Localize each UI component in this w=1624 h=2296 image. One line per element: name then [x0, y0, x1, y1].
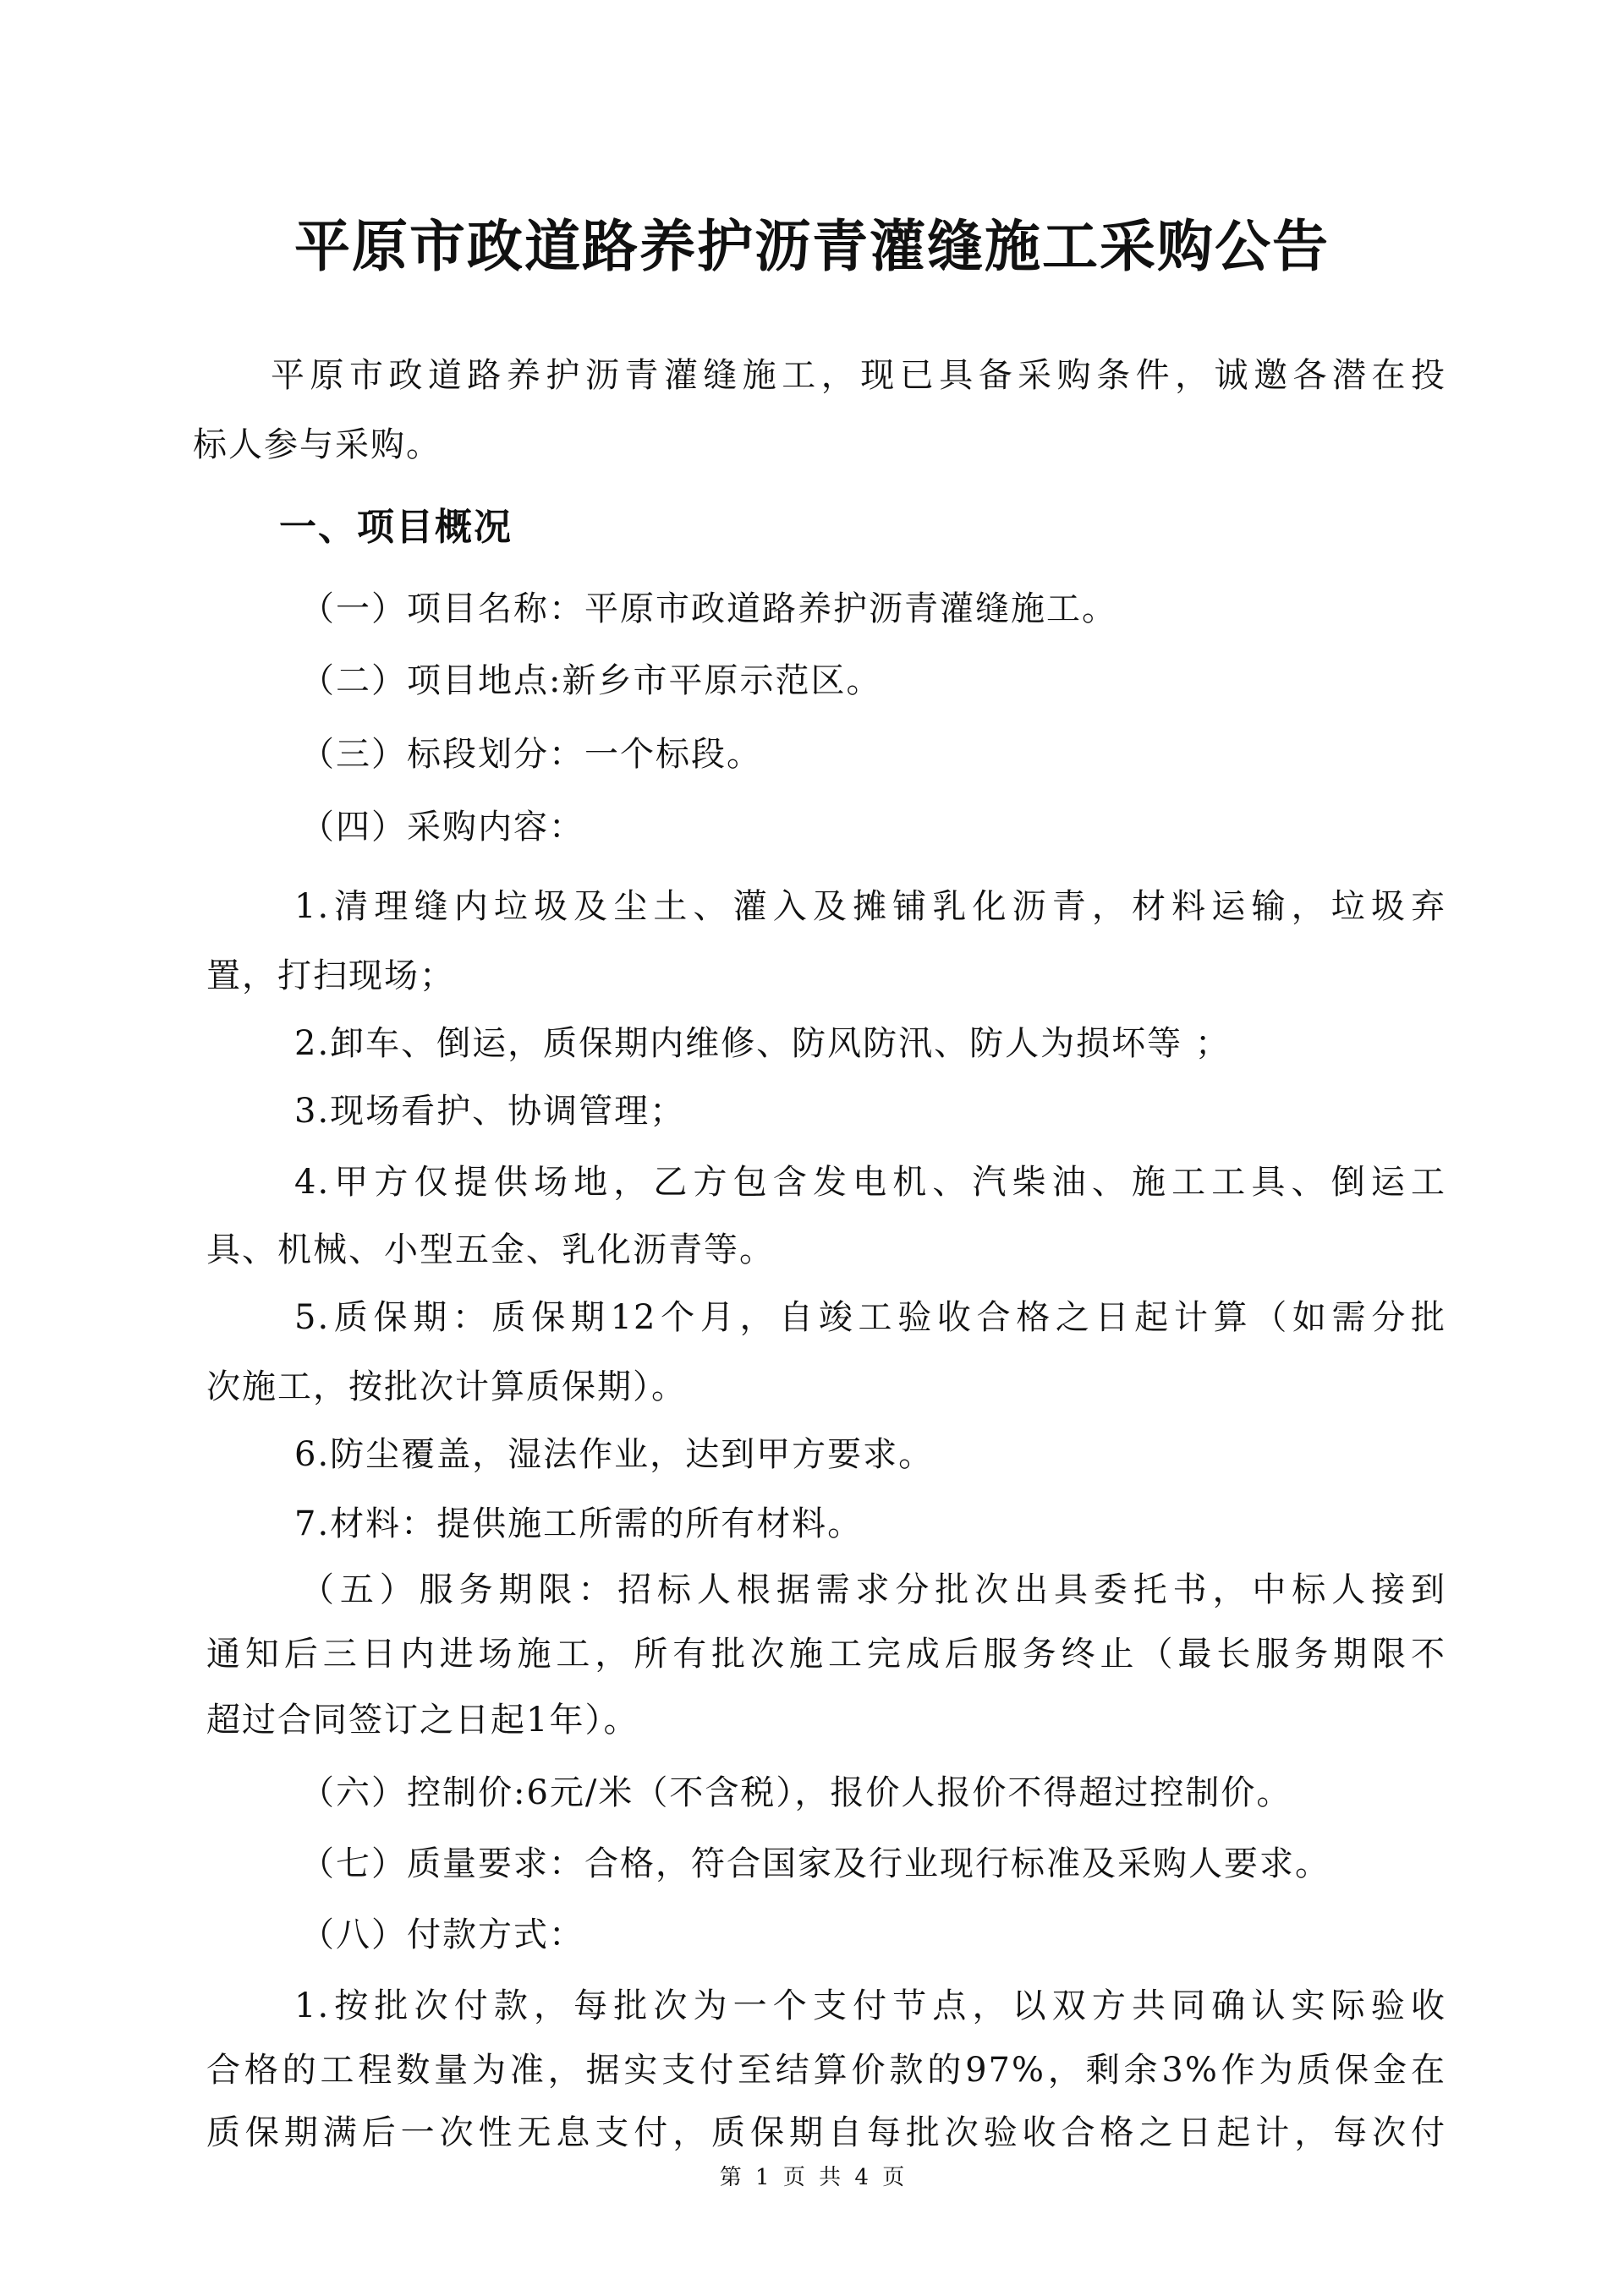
- item-quality-requirement: （七）质量要求：合格，符合国家及行业现行标准及采购人要求。: [300, 1844, 1330, 1883]
- item-service-period-line-3: 超过合同签订之日起1年）。: [206, 1701, 639, 1740]
- item-control-price: （六）控制价:6元/米（不含税），报价人报价不得超过控制价。: [300, 1773, 1292, 1812]
- item-service-period-line-1: （五）服务期限：招标人根据需求分批次出具委托书，中标人接到: [300, 1570, 1446, 1609]
- content-6: 6.防尘覆盖，湿法作业，达到甲方要求。: [294, 1435, 935, 1474]
- content-4-line-1: 4.甲方仅提供场地，乙方包含发电机、汽柴油、施工工具、倒运工: [294, 1163, 1446, 1202]
- content-2: 2.卸车、倒运，质保期内维修、防风防汛、防人为损坏等 ；: [294, 1024, 1231, 1063]
- content-5-line-2: 次施工，按批次计算质保期）。: [206, 1367, 687, 1406]
- item-project-name: （一）项目名称：平原市政道路养护沥青灌缝施工。: [300, 589, 1117, 628]
- content-3: 3.现场看护、协调管理；: [294, 1092, 686, 1131]
- intro-line-2: 标人参与采购。: [193, 425, 442, 464]
- intro-line-1: 平原市政道路养护沥青灌缝施工，现已具备采购条件，诚邀各潜在投: [271, 356, 1446, 395]
- content-7: 7.材料：提供施工所需的所有材料。: [294, 1504, 864, 1543]
- payment-line-1: 1.按批次付款，每批次为一个支付节点，以双方共同确认实际验收: [294, 1986, 1446, 2025]
- item-lot-division: （三）标段划分：一个标段。: [300, 735, 762, 774]
- content-5-line-1: 5.质保期：质保期12个月，自竣工验收合格之日起计算（如需分批: [294, 1298, 1446, 1337]
- content-1-line-2: 置，打扫现场；: [206, 956, 455, 995]
- payment-line-3: 质保期满后一次性无息支付，质保期自每批次验收合格之日起计，每次付: [206, 2113, 1446, 2152]
- item-payment-method: （八）付款方式：: [300, 1915, 584, 1954]
- section-heading-overview: 一、项目概况: [279, 506, 513, 549]
- document-title: 平原市政道路养护沥青灌缝施工采购公告: [294, 213, 1330, 279]
- item-service-period-line-2: 通知后三日内进场施工，所有批次施工完成后服务终止（最长服务期限不: [206, 1635, 1446, 1674]
- page-number-footer: 第 1 页 共 4 页: [719, 2165, 905, 2190]
- content-4-line-2: 具、机械、小型五金、乳化沥青等。: [206, 1230, 775, 1269]
- payment-line-2: 合格的工程数量为准，据实支付至结算价款的97%，剩余3%作为质保金在: [206, 2051, 1446, 2090]
- item-procurement-content: （四）采购内容：: [300, 808, 584, 847]
- item-project-location: （二）项目地点:新乡市平原示范区。: [300, 661, 882, 700]
- content-1-line-1: 1.清理缝内垃圾及尘土、灌入及摊铺乳化沥青，材料运输，垃圾弃: [294, 887, 1446, 926]
